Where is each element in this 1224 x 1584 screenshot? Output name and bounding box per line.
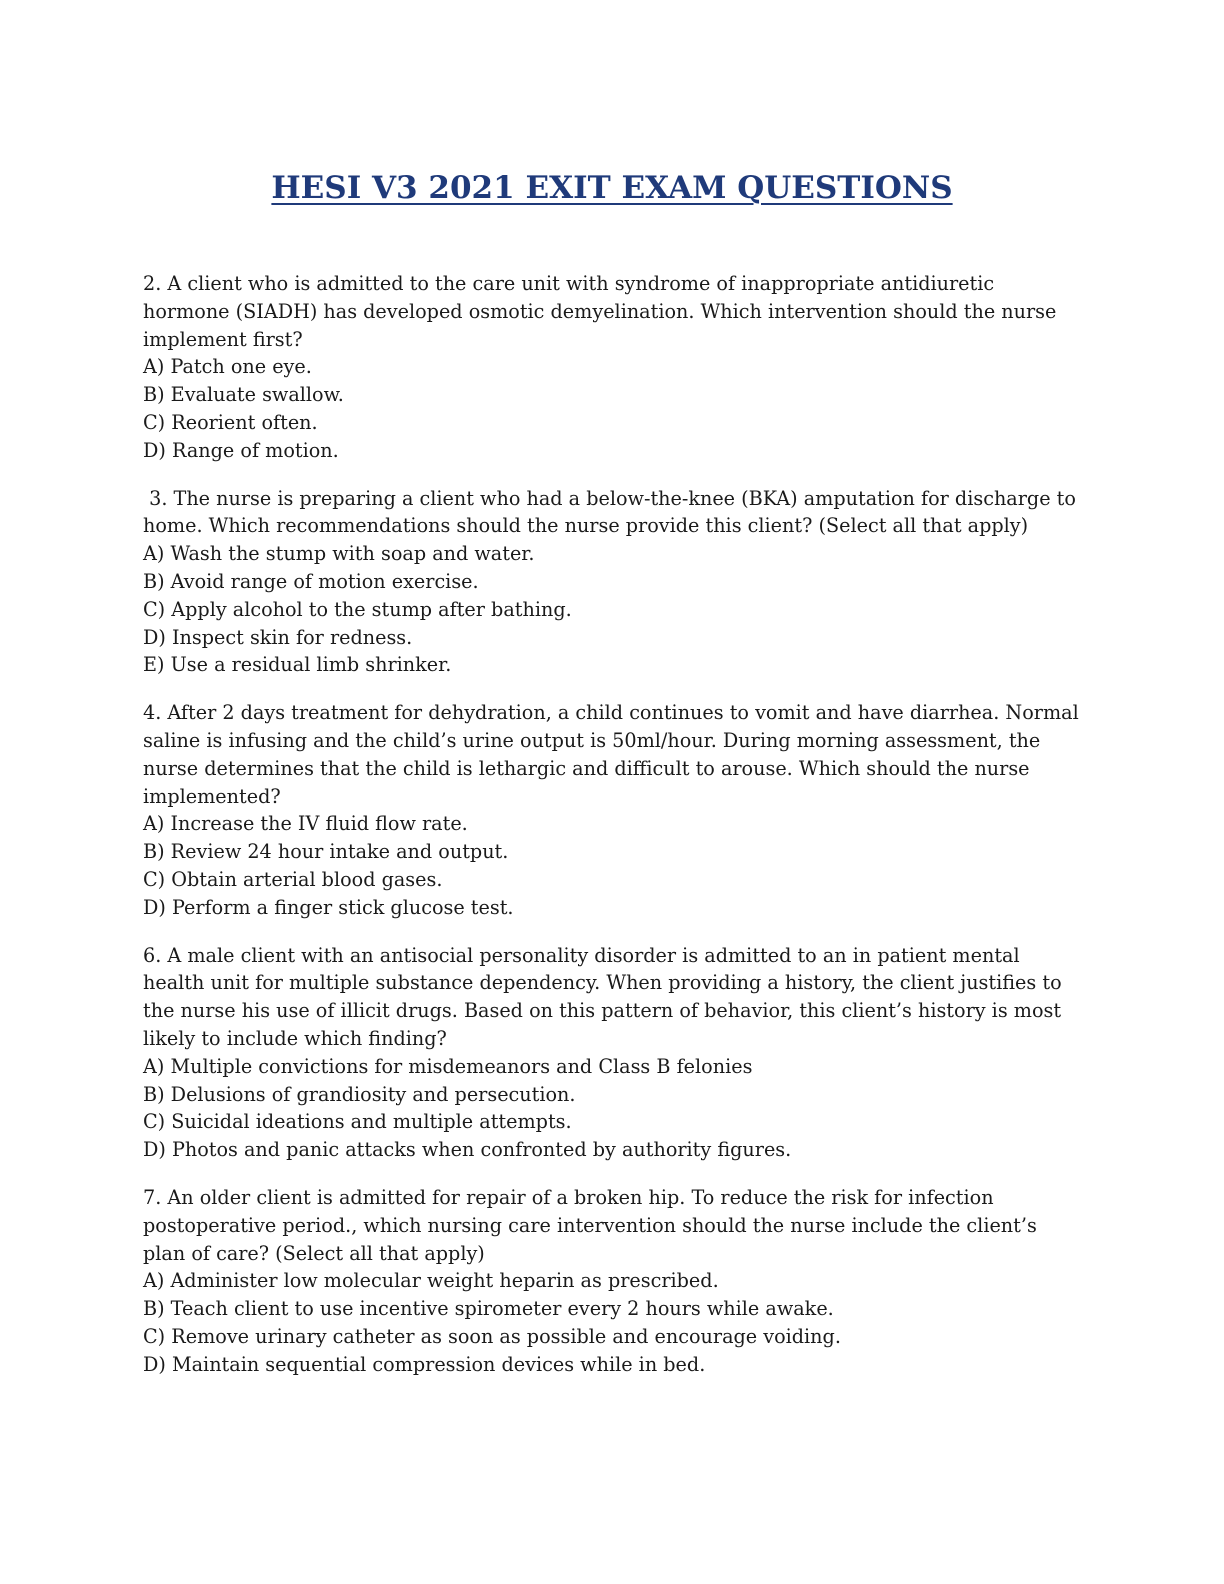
- question-2: [143, 270, 1083, 465]
- question-list: [143, 270, 1083, 1398]
- answer-option: D) Perform a finger stick glucose test.: [143, 895, 514, 919]
- question-7: [143, 1184, 1083, 1379]
- document-title: HESI V3 2021 EXIT EXAM QUESTIONS: [271, 170, 953, 206]
- question-4: [143, 699, 1083, 921]
- answer-option: B) Teach client to use incentive spirometer every 2 hours while awake.: [143, 1297, 834, 1321]
- answer-option: C) Obtain arterial blood gases.: [143, 867, 443, 891]
- question-stem: 6. A male client with an antisocial personality disorder is admitted to an in patient mental health unit for multiple substance dependency. When providing a history, the client justifies to the nurse his use of illicit drugs. Based on this pattern of behavior, this client’s history is most likely to include which finding?: [143, 943, 1062, 1050]
- question-stem: 3. The nurse is preparing a client who had a below-the-knee (BKA) amputation for discharge to home. Which recommendations should the nurse provide this client? (Select all that apply): [143, 486, 1083, 538]
- question-stem: 4. After 2 days treatment for dehydration, a child continues to vomit and have diarrhea. Normal saline is infusing and the child’s urine output is 50ml/hour. During morning assessment, the nurse determines that the child is lethargic and difficult to arouse. Which should the nurse implemented?: [143, 701, 1079, 808]
- question-stem: 2. A client who is admitted to the care unit with syndrome of inappropriate antidiuretic hormone (SIADH) has developed osmotic demyelination. Which intervention should the nurse implement first?: [143, 272, 1057, 351]
- answer-option: A) Patch one eye.: [143, 355, 312, 379]
- answer-option: C) Reorient often.: [143, 410, 318, 434]
- answer-option: E) Use a residual limb shrinker.: [143, 653, 452, 677]
- answer-option: C) Apply alcohol to the stump after bathing.: [143, 597, 572, 621]
- answer-option: A) Increase the IV fluid flow rate.: [143, 812, 468, 836]
- answer-option: C) Suicidal ideations and multiple attempts.: [143, 1110, 572, 1134]
- answer-option: B) Avoid range of motion exercise.: [143, 569, 479, 593]
- answer-option: A) Multiple convictions for misdemeanors and Class B felonies: [143, 1054, 753, 1078]
- answer-option: B) Evaluate swallow.: [143, 383, 344, 407]
- question-stem: 7. An older client is admitted for repair of a broken hip. To reduce the risk for infection postoperative period., which nursing care intervention should the nurse include the client’s plan of care? (Select all that apply): [143, 1185, 1037, 1265]
- answer-option: B) Delusions of grandiosity and persecution.: [143, 1082, 576, 1106]
- question-6: [143, 942, 1083, 1164]
- answer-option: D) Inspect skin for redness.: [143, 625, 413, 649]
- question-3: [143, 485, 1083, 680]
- answer-option: A) Administer low molecular weight heparin as prescribed.: [143, 1269, 719, 1293]
- answer-option: A) Wash the stump with soap and water.: [143, 542, 535, 566]
- answer-option: D) Maintain sequential compression devices while in bed.: [143, 1352, 706, 1376]
- answer-option: C) Remove urinary catheter as soon as possible and encourage voiding.: [143, 1324, 841, 1348]
- answer-option: B) Review 24 hour intake and output.: [143, 840, 509, 864]
- answer-option: D) Photos and panic attacks when confronted by authority figures.: [143, 1138, 792, 1162]
- answer-option: D) Range of motion.: [143, 438, 339, 462]
